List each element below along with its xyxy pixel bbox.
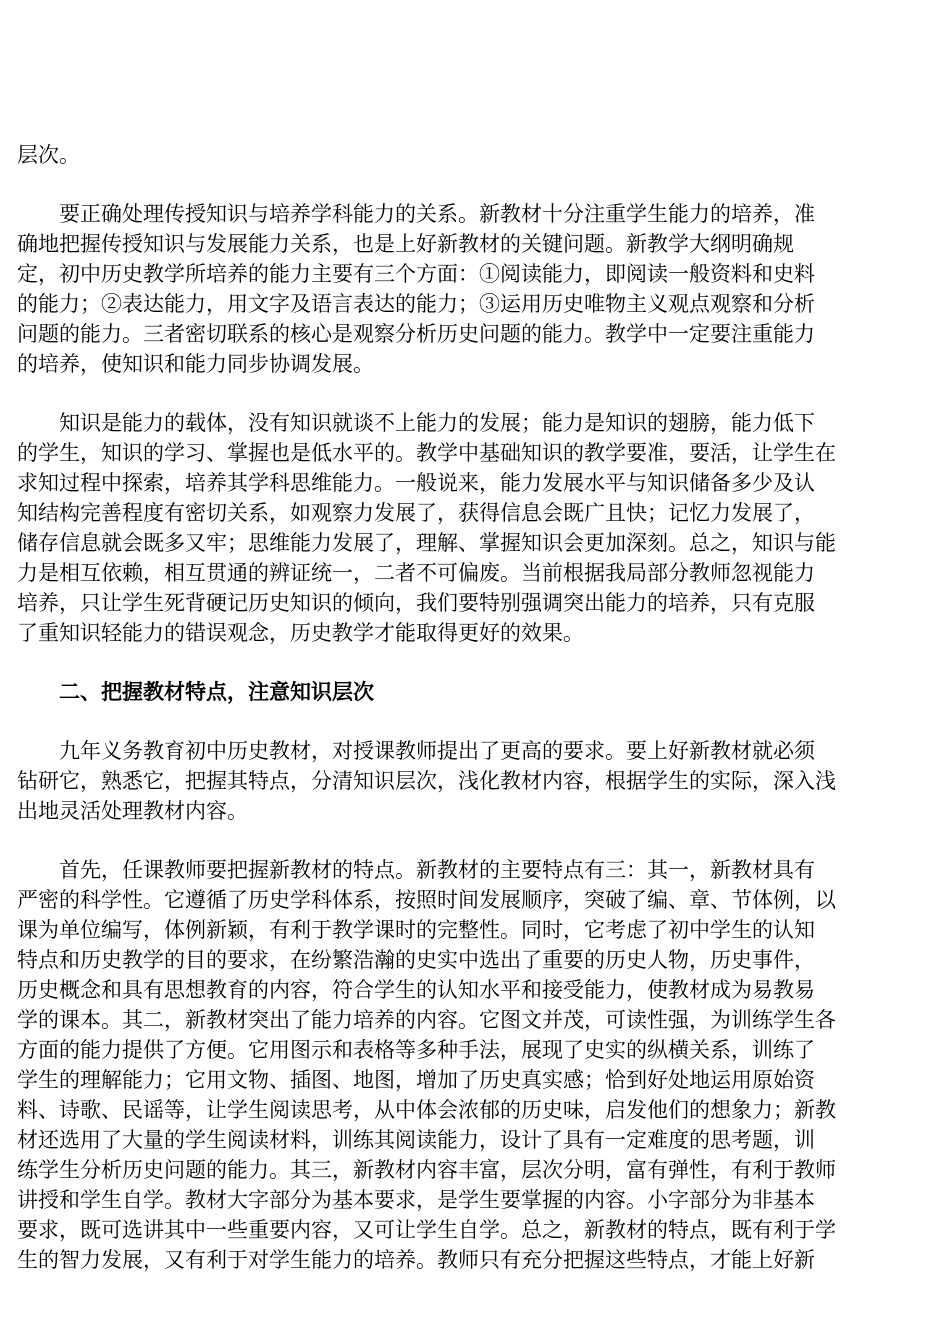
text-line: 九年义务教育初中历史教材，对授课教师提出了更高的要求。要上好新教材就必须	[17, 739, 815, 763]
text-line: 学生的理解能力；它用文物、插图、地图，增加了历史真实感；恰到好处地运用原始资	[17, 1068, 815, 1092]
paragraph-textbook-features	[17, 855, 950, 1275]
paragraph-knowledge-carrier	[17, 408, 950, 648]
text-line: 料、诗歌、民谣等，让学生阅读思考，从中体会浓郁的历史味，启发他们的想象力；新教	[17, 1098, 836, 1122]
text-line: 问题的能力。三者密切联系的核心是观察分析历史问题的能力。教学中一定要注重能力	[17, 322, 815, 346]
text-line: 练学生分析历史问题的能力。其三，新教材内容丰富，层次分明，富有弹性，有利于教师	[17, 1158, 836, 1182]
text-line: 了重知识轻能力的错误观念，历史教学才能取得更好的效果。	[17, 621, 584, 645]
text-line: 讲授和学生自学。教材大字部分为基本要求，是学生要掌握的内容。小字部分为非基本	[17, 1188, 815, 1212]
text-line: 生的智力发展，又有利于对学生能力的培养。教师只有充分把握这些特点，才能上好新	[17, 1248, 815, 1272]
paragraph-gap	[17, 826, 950, 855]
text-line: 要正确处理传授知识与培养学科能力的关系。新教材十分注重学生能力的培养，准	[17, 202, 815, 226]
paragraph-continuation	[17, 140, 950, 170]
text-line: 力是相互依赖，相互贯通的辨证统一，二者不可偏废。当前根据我局部分教师忽视能力	[17, 561, 815, 585]
text-line: 层次。	[17, 143, 80, 167]
text-line: 知结构完善程度有密切关系，如观察力发展了，获得信息会既广且快；记忆力发展了，	[17, 501, 815, 525]
section-heading	[17, 677, 950, 707]
text-line: 学的课本。其二，新教材突出了能力培养的内容。它图文并茂，可读性强，为训练学生各	[17, 1008, 836, 1032]
text-line: 的学生，知识的学习、掌握也是低水平的。教学中基础知识的教学要准，要活，让学生在	[17, 441, 836, 465]
text-line: 培养，只让学生死背硬记历史知识的倾向，我们要特别强调突出能力的培养，只有克服	[17, 591, 815, 615]
text-line: 的培养，使知识和能力同步协调发展。	[17, 352, 374, 376]
heading-line: 二、把握教材特点，注意知识层次	[17, 680, 374, 704]
text-line: 严密的科学性。它遵循了历史学科体系，按照时间发展顺序，突破了编、章、节体例，以	[17, 888, 836, 912]
text-line: 定，初中历史教学所培养的能力主要有三个方面：①阅读能力，即阅读一般资料和史料	[17, 262, 815, 286]
text-line: 确地把握传授知识与发展能力关系，也是上好新教材的关键问题。新教学大纲明确规	[17, 232, 794, 256]
document-body	[17, 140, 950, 1275]
text-line: 要求，既可选讲其中一些重要内容，又可让学生自学。总之，新教材的特点，既有利于学	[17, 1218, 836, 1242]
text-line: 课为单位编写，体例新颖，有利于教学课时的完整性。同时，它考虑了初中学生的认知	[17, 918, 815, 942]
text-line: 的能力；②表达能力，用文字及语言表达的能力；③运用历史唯物主义观点观察和分析	[17, 292, 815, 316]
text-line: 首先，任课教师要把握新教材的特点。新教材的主要特点有三：其一，新教材具有	[17, 858, 815, 882]
text-line: 储存信息就会既多又牢；思维能力发展了，理解、掌握知识会更加深刻。总之，知识与能	[17, 531, 836, 555]
paragraph-gap	[17, 648, 950, 677]
text-line: 出地灵活处理教材内容。	[17, 799, 248, 823]
paragraph-gap	[17, 379, 950, 408]
text-line: 特点和历史教学的目的要求，在纷繁浩瀚的史实中选出了重要的历史人物，历史事件，	[17, 948, 815, 972]
text-line: 钻研它，熟悉它，把握其特点，分清知识层次，浅化教材内容，根据学生的实际，深入浅	[17, 769, 836, 793]
text-line: 知识是能力的载体，没有知识就谈不上能力的发展；能力是知识的翅膀，能力低下	[17, 411, 815, 435]
text-line: 历史概念和具有思想教育的内容，符合学生的认知水平和接受能力，使教材成为易教易	[17, 978, 815, 1002]
paragraph-knowledge-ability	[17, 199, 950, 379]
text-line: 求知过程中探索，培养其学科思维能力。一般说来，能力发展水平与知识储备多少及认	[17, 471, 815, 495]
paragraph-textbook-requirements	[17, 736, 950, 826]
paragraph-gap	[17, 170, 950, 199]
paragraph-gap	[17, 707, 950, 736]
text-line: 方面的能力提供了方便。它用图示和表格等多种手法，展现了史实的纵横关系，训练了	[17, 1038, 815, 1062]
text-line: 材还选用了大量的学生阅读材料，训练其阅读能力，设计了具有一定难度的思考题，训	[17, 1128, 815, 1152]
